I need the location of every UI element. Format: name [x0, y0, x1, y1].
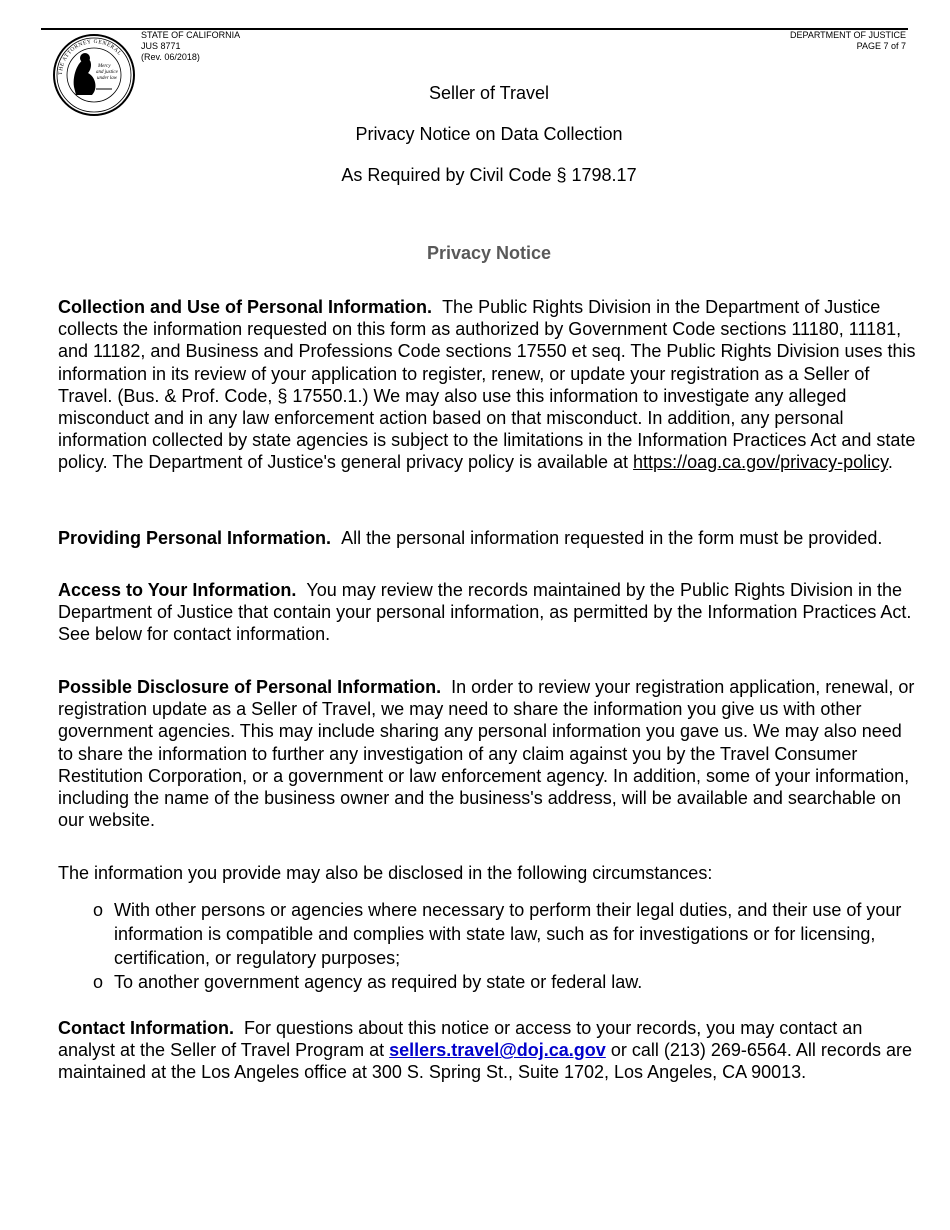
collection-heading: Collection and Use of Personal Information. [58, 297, 433, 317]
list-item-text: With other persons or agencies where necessary to perform their legal duties, and their use of your information is compatible and complies with state law, such as for investigations or for licensing, certification, or regulatory purposes; [114, 900, 902, 968]
list-item [93, 898, 913, 970]
seal-motto-3: under law [97, 76, 118, 81]
contact-body-before: For questions about this notice or access to your records, you may contact an analyst at the Seller of Travel Program at [58, 1018, 863, 1061]
state-label: STATE OF CALIFORNIA [141, 30, 241, 40]
list-item [93, 970, 913, 994]
disclosure-section [58, 676, 920, 831]
hollow-bullet-icon: o [93, 972, 104, 992]
disclosure-body: In order to review your registration application, renewal, or registration update as a Seller of Travel, we may need to share the information you give us with other government agencies. This may include sharing any personal information you gave us. We may also need to share the information to further any investigation of any claim against you by the Travel Consumer Restitution Corporation, or a government or law enforcement agency. In addition, some of your information, including the name of the business owner and the business's address, will be available and searchable on our website. [58, 677, 915, 831]
access-section [58, 579, 920, 646]
form-revision: (Rev. 06/2018) [141, 52, 200, 62]
disclosure-heading: Possible Disclosure of Personal Information. [58, 677, 442, 697]
seal-motto-2: and justice [96, 70, 118, 75]
circumstances-list [93, 898, 913, 994]
access-heading: Access to Your Information. [58, 580, 297, 600]
collection-section [58, 296, 920, 474]
privacy-notice-heading: Privacy Notice [426, 243, 552, 263]
doj-seal-logo [52, 33, 136, 117]
department-block [790, 30, 906, 52]
access-body: You may review the records maintained by the Public Rights Division in the Department of Justice that contain your personal information, as permitted by the Information Practices Act. See below for contact information. [58, 580, 912, 645]
contact-section [58, 1017, 920, 1084]
collection-tail: . [887, 452, 893, 473]
seal-motto-1: Mercy [98, 64, 111, 69]
providing-heading: Providing Personal Information. [58, 528, 332, 548]
contact-email-link[interactable]: sellers.travel@doj.ca.gov [389, 1040, 606, 1061]
form-id-block [141, 30, 240, 63]
seal-ring-text: THE ATTORNEY GENERAL [57, 38, 123, 76]
title-privacy-notice: Privacy Notice on Data Collection [355, 124, 623, 144]
providing-body: All the personal information requested in the form must be provided. [341, 528, 883, 548]
list-item-text: To another government agency as required by state or federal law. [114, 972, 643, 992]
hollow-bullet-icon: o [93, 900, 104, 920]
page-number: PAGE 7 of 7 [856, 41, 906, 51]
circumstances-intro: The information you provide may also be disclosed in the following circumstances: [58, 863, 713, 883]
title-seller-of-travel: Seller of Travel [428, 83, 550, 103]
contact-heading: Contact Information. [58, 1018, 234, 1038]
privacy-policy-link[interactable]: https://oag.ca.gov/privacy-policy [633, 452, 888, 473]
providing-section [58, 527, 920, 549]
department-label: DEPARTMENT OF JUSTICE [789, 30, 906, 40]
collection-body: The Public Rights Division in the Department of Justice collects the information requested on this form as authorized by Government Code sections 11180, 11181, and 11182, and Business and Professions Code sections 17550 et seq. The Public Rights Division uses this information in its review of your application to register, renew, or update your registration as a Seller of Travel. (Bus. & Prof. Code, § 17550.1.) We may also use this information to investigate any alleged misconduct and in any law enforcement action based on that misconduct. In addition, any personal information collected by state agencies is subject to the limitations in the Information Practices Act and state policy. The Department of Justice's general privacy policy is available at [58, 297, 916, 473]
title-civil-code: As Required by Civil Code § 1798.17 [341, 165, 637, 185]
form-number: JUS 8771 [141, 41, 181, 51]
contact-body-after: or call (213) 269-6564. All records are maintained at the Los Angeles office at 300 S. Spring St., Suite 1702, Los Angeles, CA 90013. [58, 1040, 912, 1083]
